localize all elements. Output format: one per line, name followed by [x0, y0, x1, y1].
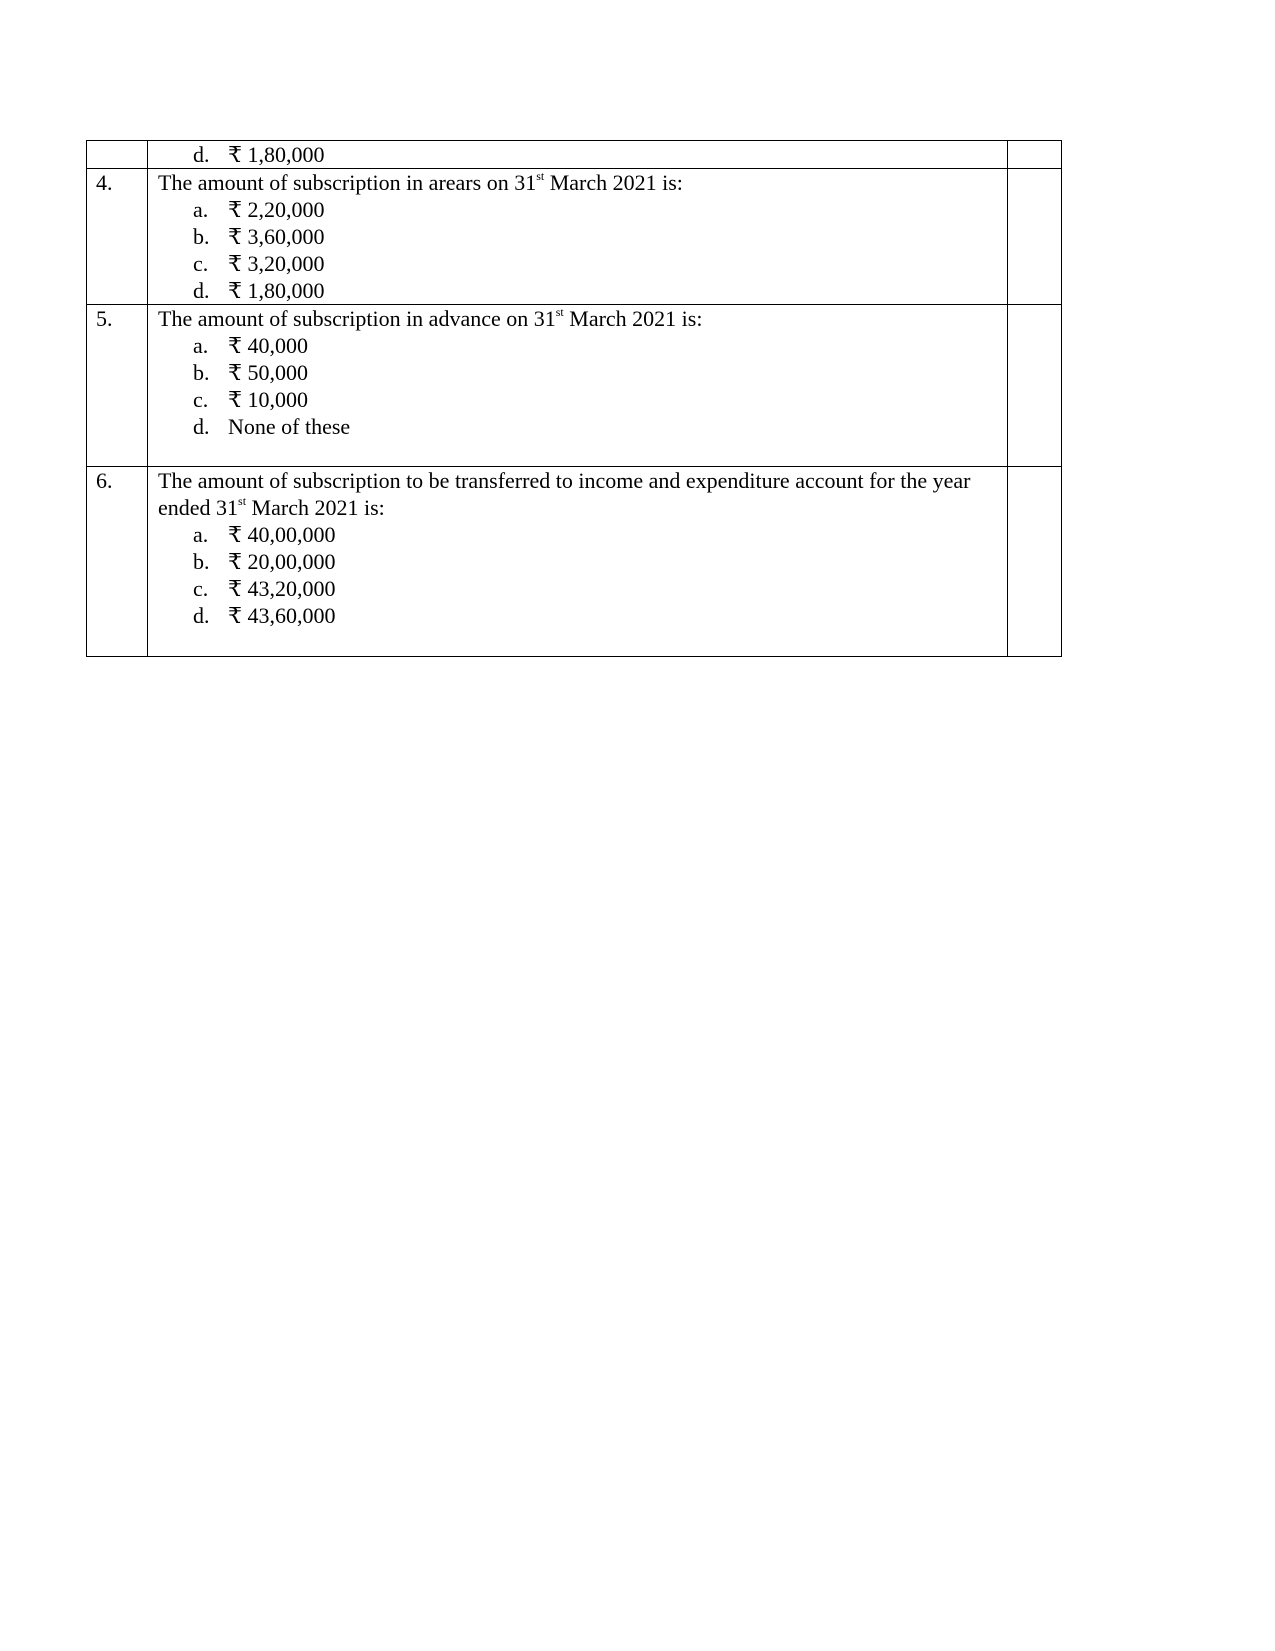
- answer-cell: [1008, 141, 1062, 169]
- option-letter: c.: [193, 576, 209, 601]
- number-cell: [87, 169, 148, 305]
- question-cell: [148, 467, 1008, 657]
- question-text: [158, 169, 987, 196]
- ordinal-suffix: st: [555, 304, 564, 319]
- option-value: ₹ 2,20,000: [228, 197, 325, 222]
- option-value: ₹ 10,000: [228, 387, 308, 412]
- ordinal-suffix: st: [238, 493, 247, 508]
- question-text: [158, 305, 987, 332]
- question-cell: [148, 305, 1008, 467]
- option-value: ₹ 43,60,000: [228, 603, 336, 628]
- continuation-row: [87, 141, 1062, 169]
- option-value: ₹ 1,80,000: [228, 278, 325, 303]
- option-value: ₹ 1,80,000: [228, 142, 325, 167]
- question-cell: [148, 141, 1008, 169]
- question-text-start: The amount of subscription in advance on 31: [158, 306, 556, 331]
- option-letter: c.: [193, 387, 209, 412]
- option-value: ₹ 3,60,000: [228, 224, 325, 249]
- option-item: [193, 141, 987, 168]
- option-letter: d.: [193, 603, 210, 628]
- option-item: [193, 359, 987, 386]
- answer-cell: [1008, 467, 1062, 657]
- option-item: [193, 602, 987, 629]
- option-letter: d.: [193, 142, 210, 167]
- option-letter: c.: [193, 251, 209, 276]
- option-item: [193, 413, 987, 440]
- number-cell: [87, 467, 148, 657]
- option-letter: b.: [193, 360, 210, 385]
- option-item: [193, 277, 987, 304]
- option-letter: d.: [193, 278, 210, 303]
- question-text-start: The amount of subscription to be transferred to income and expenditure account for the year ended 31: [158, 468, 971, 520]
- option-item: [193, 196, 987, 223]
- option-value: ₹ 20,00,000: [228, 549, 336, 574]
- option-item: [193, 386, 987, 413]
- option-item: [193, 250, 987, 277]
- option-value: ₹ 40,00,000: [228, 522, 336, 547]
- option-letter: a.: [193, 197, 209, 222]
- number-cell: [87, 305, 148, 467]
- option-value: None of these: [228, 414, 351, 439]
- answer-cell: [1008, 305, 1062, 467]
- question-number: 6.: [96, 468, 113, 493]
- option-letter: b.: [193, 549, 210, 574]
- question-text-end: March 2021 is:: [563, 306, 703, 331]
- question-text-end: March 2021 is:: [246, 495, 385, 520]
- question-row: [87, 305, 1062, 467]
- option-value: ₹ 43,20,000: [228, 576, 336, 601]
- option-value: ₹ 40,000: [228, 333, 308, 358]
- option-item: [193, 575, 987, 602]
- question-row: [87, 467, 1062, 657]
- option-item: [193, 548, 987, 575]
- question-text-end: March 2021 is:: [544, 170, 683, 195]
- ordinal-suffix: st: [536, 168, 545, 183]
- option-value: ₹ 50,000: [228, 360, 308, 385]
- question-cell: [148, 169, 1008, 305]
- question-number: 5.: [96, 306, 113, 331]
- question-number: 4.: [96, 170, 113, 195]
- answer-cell: [1008, 169, 1062, 305]
- option-letter: d.: [193, 414, 210, 439]
- option-item: [193, 223, 987, 250]
- option-item: [193, 332, 987, 359]
- number-cell: [87, 141, 148, 169]
- question-text: [158, 467, 987, 521]
- option-value: ₹ 3,20,000: [228, 251, 325, 276]
- option-letter: a.: [193, 522, 209, 547]
- option-letter: b.: [193, 224, 210, 249]
- question-row: [87, 169, 1062, 305]
- question-table: [86, 140, 1062, 657]
- question-text-start: The amount of subscription in arears on 31: [158, 170, 537, 195]
- option-item: [193, 521, 987, 548]
- option-letter: a.: [193, 333, 209, 358]
